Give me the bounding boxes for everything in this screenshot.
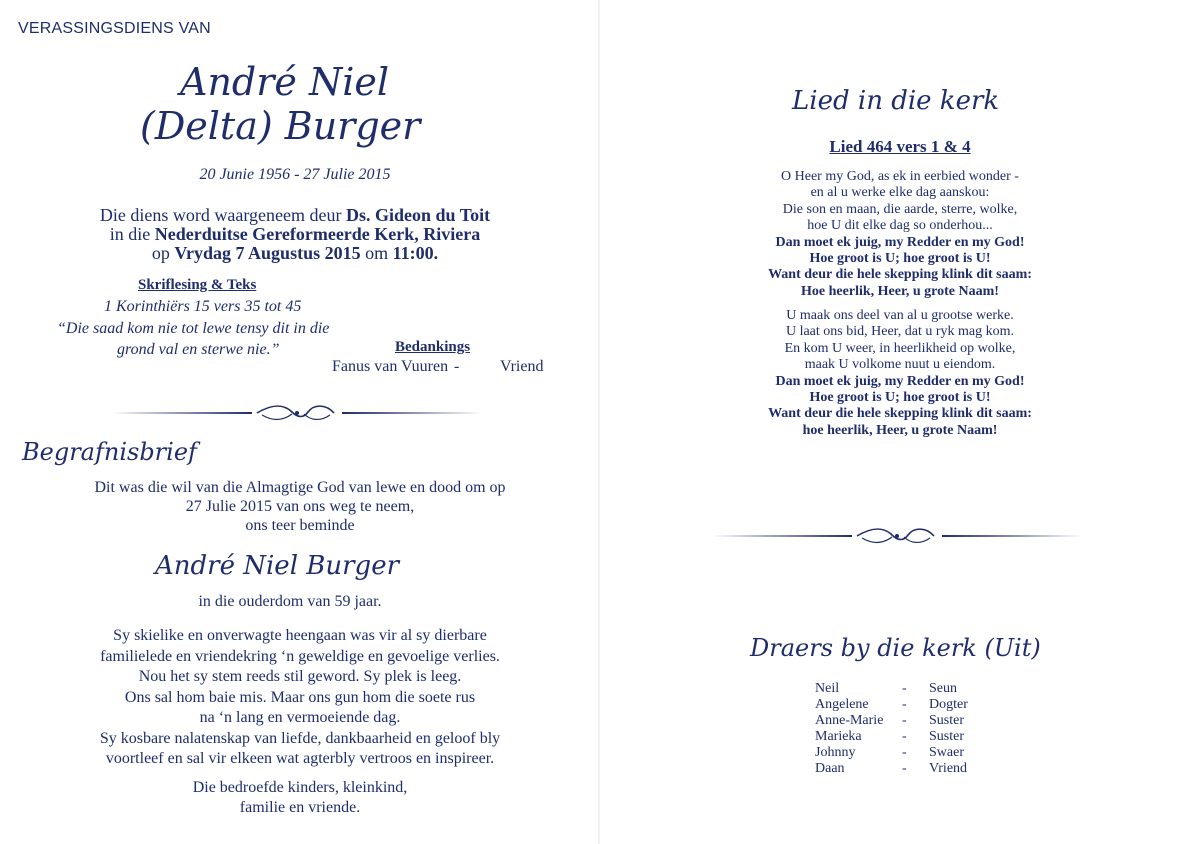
quote-line2: grond val en sterwe nie.”	[117, 341, 280, 358]
draers-title: Draers by die kerk (Uit)	[750, 634, 1041, 662]
bearer-dash: -	[902, 745, 907, 760]
verse-line: en al u werke elke dag aanskou:	[810, 185, 990, 201]
lied-title: Lied in die kerk	[792, 86, 1000, 116]
bearer-row	[815, 761, 968, 777]
bearer-name: Marieka	[815, 729, 862, 744]
bearer-relation: Suster	[929, 713, 964, 728]
scripture-reference: 1 Korinthiërs 15 vers 35 tot 45	[104, 298, 302, 315]
chorus-line: Hoe groot is U; hoe groot is U!	[809, 390, 991, 406]
flourish-divider-icon	[712, 523, 1082, 549]
age-line: in die ouderdom van 59 jaar.	[198, 593, 382, 610]
bearer-row	[815, 745, 968, 761]
service-details	[40, 206, 550, 263]
sign-line1: Die bedroefde kinders, kleinkind,	[192, 779, 408, 796]
bearer-relation: Dogter	[929, 697, 968, 712]
service-line3-text: op	[151, 243, 175, 263]
body-line: familielede en vriendekring ‘n geweldige en gevoelige verlies.	[100, 647, 500, 665]
verse-line: maak U volkome nuut u eiendom.	[804, 357, 996, 373]
verse-line: U maak ons deel van al u grootse werke.	[786, 308, 1014, 323]
bearer-name: Anne-Marie	[815, 713, 884, 728]
bearer-dash: -	[902, 713, 907, 728]
service-time: 11:00.	[392, 243, 439, 263]
bedankings-role: Vriend	[500, 358, 544, 375]
bearer-relation: Suster	[929, 729, 964, 744]
hymn-verse-4	[600, 308, 1200, 439]
chorus-line: Dan moet ek juig, my Redder en my God!	[775, 373, 1025, 389]
bearer-name: Angelene	[815, 697, 869, 712]
chorus-line: Hoe groot is U; hoe groot is U!	[809, 251, 991, 267]
bearer-dash: -	[902, 761, 907, 776]
chorus-line: Hoe heerlik, Heer, u grote Naam!	[801, 283, 999, 299]
body-line: Ons sal hom baie mis. Maar ons gun hom die soete rus	[124, 688, 476, 706]
service-line3	[40, 244, 550, 263]
begrafnisbrief-title: Begrafnisbrief	[22, 438, 197, 466]
chorus-line: hoe heerlik, Heer, u grote Naam!	[802, 422, 998, 438]
header-label: VERASSINGSDIENS VAN	[18, 20, 211, 37]
service-date: Vrydag 7 Augustus 2015	[174, 243, 361, 263]
hymn-heading: Lied 464 vers 1 & 4	[829, 137, 971, 156]
bearer-dash: -	[902, 729, 907, 744]
chorus-line: Dan moet ek juig, my Redder en my God!	[775, 234, 1025, 250]
verse-line: En kom U weer, in heerlikheid op wolke,	[784, 340, 1016, 356]
bearers-list	[815, 681, 968, 777]
verse-line: O Heer my God, as ek in eerbied wonder -	[781, 169, 1019, 184]
quote-line1: “Die saad kom nie tot lewe tensy dit in die	[57, 320, 330, 337]
bearer-relation: Swaer	[929, 745, 964, 760]
scripture-quote	[57, 318, 387, 360]
sign-line2: familie en vriende.	[239, 799, 361, 816]
bearer-row	[815, 713, 968, 729]
deceased-name-line2: (Delta) Burger	[140, 104, 421, 148]
bearer-row	[815, 697, 968, 713]
letter-intro	[60, 478, 540, 535]
intro-line3: ons teer beminde	[245, 517, 355, 534]
bearer-relation: Vriend	[929, 761, 968, 776]
intro-line2: 27 Julie 2015 van ons weg te neem,	[185, 498, 415, 515]
body-line: voortleef en sal vir elkeen wat agterbly vertroos en inspireer.	[105, 750, 495, 767]
service-line1-text: Die diens word waargeneem deur	[99, 205, 346, 225]
bedankings-entry	[332, 358, 543, 376]
chorus-line: Want deur die hele skepping klink dit saam:	[768, 267, 1032, 283]
bearer-name: Johnny	[815, 745, 856, 760]
deceased-full-name: André Niel Burger	[155, 551, 400, 581]
body-line: na ‘n lang en vermoeiende dag.	[199, 709, 401, 726]
body-line: Nou het sy stem reeds stil geword. Sy plek is leeg.	[138, 668, 462, 685]
right-page	[600, 0, 1200, 844]
verse-line: U laat ons bid, Heer, dat u ryk mag kom.	[785, 324, 1015, 340]
bearer-dash: -	[902, 681, 907, 696]
bearer-name: Daan	[815, 761, 845, 776]
service-line1	[40, 206, 550, 225]
deceased-name-line1: André Niel	[180, 60, 390, 104]
life-dates: 20 Junie 1956 - 27 Julie 2015	[199, 166, 391, 183]
letter-signature	[100, 778, 500, 818]
chorus-line: Want deur die hele skepping klink dit saam:	[768, 406, 1032, 422]
verse-line: Die son en maan, die aarde, sterre, wolke,	[782, 201, 1018, 217]
body-line: Sy skielike en onverwagte heengaan was vir al sy dierbare	[113, 627, 487, 644]
officiant-name: Ds. Gideon du Toit	[346, 205, 491, 225]
hymn-verse-1	[600, 169, 1200, 300]
bearer-relation: Seun	[929, 681, 957, 696]
service-line2-text: in die	[109, 224, 155, 244]
bedankings-heading: Bedankings	[395, 339, 471, 355]
intro-line1: Dit was die wil van die Almagtige God van lewe en dood om op	[94, 479, 506, 496]
church-name: Nederduitse Gereformeerde Kerk, Riviera	[154, 224, 481, 244]
letter-body	[50, 626, 550, 770]
verse-line: hoe U dit elke dag so onderhou...	[807, 218, 993, 234]
bearer-dash: -	[902, 697, 907, 712]
bearer-name: Neil	[815, 681, 840, 696]
bedankings-dash: -	[454, 358, 460, 375]
bearer-row	[815, 681, 968, 697]
bearer-row	[815, 729, 968, 745]
service-line2	[40, 225, 550, 244]
body-line: Sy kosbare nalatenskap van liefde, dankbaarheid en geloof bly	[99, 729, 501, 747]
flourish-divider-icon	[112, 400, 482, 426]
service-line3-mid: om	[360, 243, 393, 263]
skriflesing-heading: Skriflesing & Teks	[138, 277, 257, 293]
bedankings-name: Fanus van Vuuren	[332, 358, 449, 375]
